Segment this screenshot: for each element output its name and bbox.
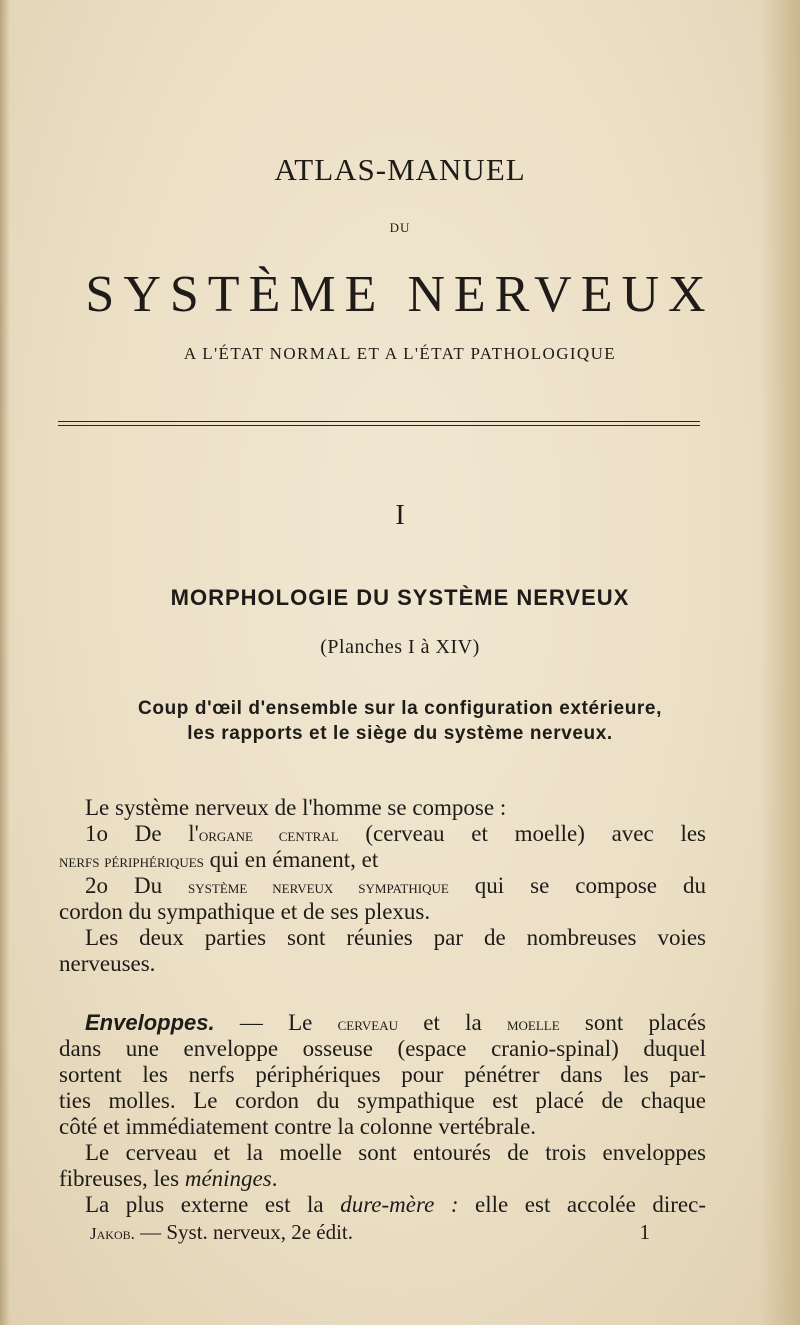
text-line: nerveuses.: [59, 951, 156, 976]
text-line: 2o Du système nerveux sympathique qui se compose du: [85, 873, 706, 898]
text-line: fibreuses, les méninges.: [59, 1166, 278, 1191]
title-main: SYSTÈME NERVEUX: [85, 266, 715, 323]
page-left-edge-shadow: [0, 0, 10, 1325]
page-footer: [90, 1220, 650, 1245]
title-subtitle: A L'ÉTAT NORMAL ET A L'ÉTAT PATHOLOGIQUE: [183, 344, 617, 363]
text-line: La plus externe est la dure-mère : elle est accolée direc-: [85, 1192, 707, 1217]
text-line: nerfs périphériques qui en émanent, et: [59, 847, 379, 872]
text-line: sortent les nerfs périphériques pour pénétrer dans les par-: [59, 1062, 706, 1087]
title-atlas-manuel: ATLAS-MANUEL: [274, 152, 526, 187]
section-heading-line-2: les rapports et le siège du système nerveux.: [187, 723, 613, 744]
divider-rule-bottom: [58, 425, 700, 426]
page-number: 1: [639, 1220, 650, 1244]
title-du: DU: [389, 220, 411, 235]
part-title: MORPHOLOGIE DU SYSTÈME NERVEUX: [170, 585, 630, 610]
text-line: Enveloppes. — Le cerveau et la moelle sont placés: [85, 1010, 706, 1035]
text-line: 1o De l'organe central (cerveau et moelle) avec les: [85, 821, 706, 846]
footer-author: Jakob.: [90, 1224, 135, 1243]
text-line: cordon du sympathique et de ses plexus.: [59, 899, 431, 924]
plates-range: (Planches I à XIV): [320, 636, 480, 658]
divider-rule-top: [58, 421, 700, 422]
text-line: côté et immédiatement contre la colonne vertébrale.: [59, 1114, 537, 1139]
text-line: ties molles. Le cordon du sympathique est placé de chaque: [59, 1088, 706, 1113]
section-heading-line-1: Coup d'œil d'ensemble sur la configuration extérieure,: [138, 698, 662, 719]
envelopes-heading: Enveloppes.: [85, 1010, 215, 1035]
text-line: Les deux parties sont réunies par de nombreuses voies: [85, 925, 706, 950]
part-number: I: [395, 500, 405, 531]
text-line: Le cerveau et la moelle sont entourés de trois enveloppes: [85, 1140, 706, 1165]
text-line: Le système nerveux de l'homme se compose :: [85, 795, 507, 820]
footer-signature: — Syst. nerveux, 2e édit.: [134, 1220, 354, 1244]
text-line: dans une enveloppe osseuse (espace cranio-spinal) duquel: [59, 1036, 706, 1061]
page-right-edge-shadow: [760, 0, 800, 1325]
